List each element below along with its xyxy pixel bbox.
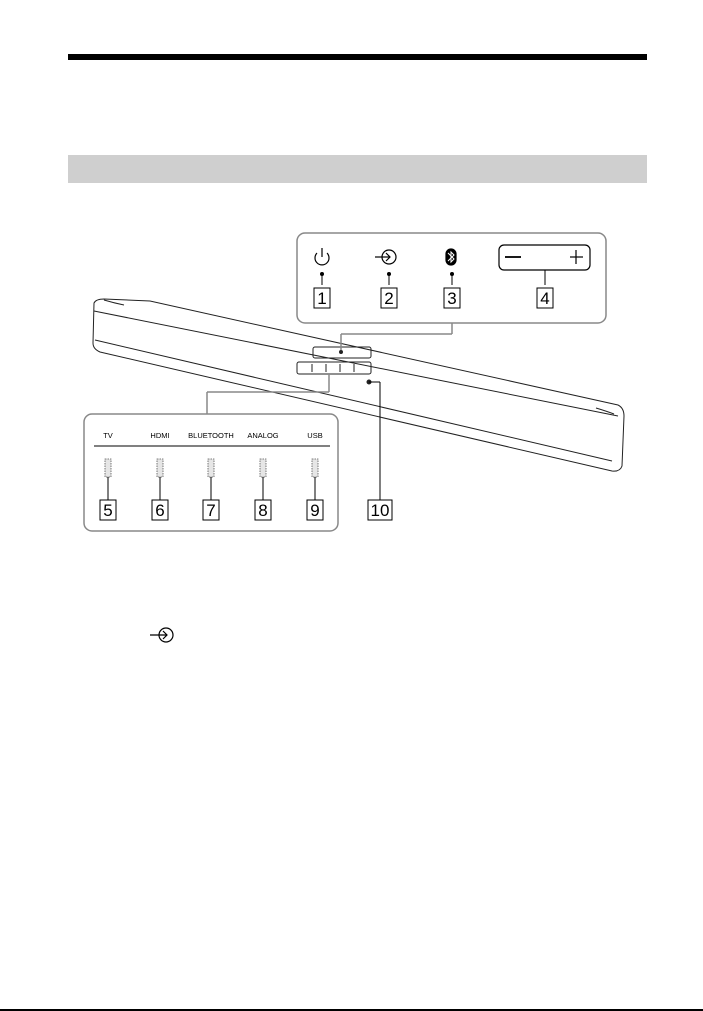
callout-label-2 xyxy=(381,288,397,308)
power-icon xyxy=(315,248,329,265)
input-icon xyxy=(150,628,173,642)
indicator-leds xyxy=(105,459,318,477)
callout-label-6 xyxy=(152,500,168,520)
input-icon xyxy=(375,250,396,264)
svg-text:1: 1 xyxy=(317,289,327,308)
callout-label-8 xyxy=(255,500,271,520)
indicator-caption-tv: TV xyxy=(103,431,113,440)
indicator-caption-hdmi: HDMI xyxy=(150,431,170,440)
callout-label-1 xyxy=(314,288,330,308)
svg-text:8: 8 xyxy=(258,501,268,520)
svg-text:2: 2 xyxy=(384,289,394,308)
callout-label-4 xyxy=(537,288,553,308)
soundbar-body xyxy=(93,299,624,471)
svg-text:5: 5 xyxy=(103,501,113,520)
callout-label-7 xyxy=(203,500,219,520)
svg-text:4: 4 xyxy=(540,289,550,308)
indicator-caption-usb: USB xyxy=(307,431,323,440)
callout-label-5 xyxy=(100,500,116,520)
bluetooth-icon xyxy=(446,249,456,265)
indicator-caption-analog: ANALOG xyxy=(247,431,279,440)
top-callout-panel xyxy=(297,233,606,350)
svg-text:3: 3 xyxy=(447,289,457,308)
svg-text:6: 6 xyxy=(155,501,165,520)
svg-text:9: 9 xyxy=(310,501,320,520)
volume-icon xyxy=(499,245,590,270)
svg-text:10: 10 xyxy=(370,501,390,520)
svg-text:7: 7 xyxy=(206,501,216,520)
callout-label-3 xyxy=(444,288,460,308)
indicator-caption-bluetooth: BLUETOOTH xyxy=(188,431,234,440)
callout-label-9 xyxy=(307,500,323,520)
